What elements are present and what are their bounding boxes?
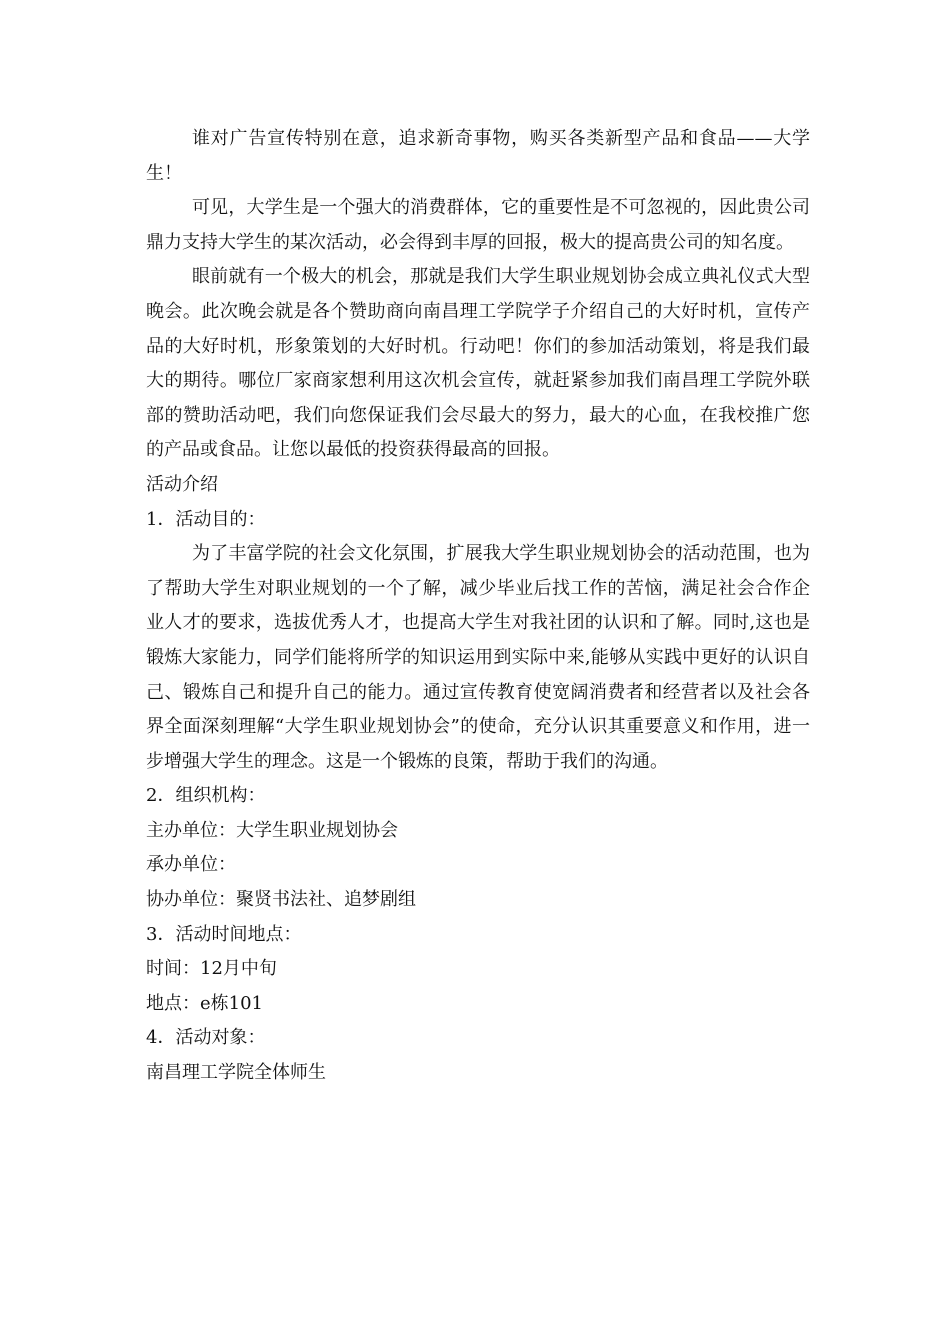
time-line: 时间：12月中旬 [146, 958, 277, 980]
co-organizer-line: 协办单位：聚贤书法社、追梦剧组 [146, 889, 416, 911]
document-body [146, 122, 810, 1091]
intro-paragraph-3: 眼前就有一个极大的机会，那就是我们大学生职业规划协会成立典礼仪式大型晚会。此次晚会就是各个赞助商向南昌理工学院学子介绍自己的大好时机，宣传产品的大好时机，形象策划的大好时机。行动吧！你们的参加活动策划，将是我们最大的期待。哪位厂家商家想利用这次机会宣传，就赶紧参加我们南昌理工学院外联部的赞助活动吧，我们向您保证我们会尽最大的努力，最大的心血，在我校推广您的产品或食品。让您以最低的投资获得最高的回报。 [146, 266, 810, 461]
intro-paragraph-2: 可见，大学生是一个强大的消费群体，它的重要性是不可忽视的，因此贵公司鼎力支持大学生的某次活动，必会得到丰厚的回报，极大的提高贵公司的知名度。 [146, 197, 810, 253]
item2-heading: 2．组织机构： [146, 785, 266, 807]
item1-heading: 1．活动目的： [146, 508, 266, 530]
section-title: 活动介绍 [146, 473, 218, 495]
audience-line: 南昌理工学院全体师生 [146, 1062, 326, 1084]
undertaker-line: 承办单位： [146, 854, 236, 876]
item4-heading: 4．活动对象： [146, 1027, 266, 1049]
organizer-line: 主办单位：大学生职业规划协会 [146, 819, 398, 841]
item1-body: 为了丰富学院的社会文化氛围，扩展我大学生职业规划协会的活动范围，也为了帮助大学生对职业规划的一个了解，减少毕业后找工作的苦恼，满足社会合作企业人才的要求，选拔优秀人才，也提高大学生对我社团的认识和了解。同时,这也是锻炼大家能力，同学们能将所学的知识运用到实际中来,能够从实践中更好的认识自己、锻炼自己和提升自己的能力。通过宣传教育使宽阔消费者和经营者以及社会各界全面深刻理解“大学生职业规划协会”的使命，充分认识其重要意义和作用，进一步增强大学生的理念。这是一个锻炼的良策，帮助于我们的沟通。 [146, 543, 810, 772]
location-line: 地点：e栋101 [146, 992, 264, 1014]
item3-heading: 3．活动时间地点： [146, 923, 302, 945]
intro-paragraph-1: 谁对广告宣传特别在意，追求新奇事物，购买各类新型产品和食品——大学生！ [146, 128, 810, 184]
